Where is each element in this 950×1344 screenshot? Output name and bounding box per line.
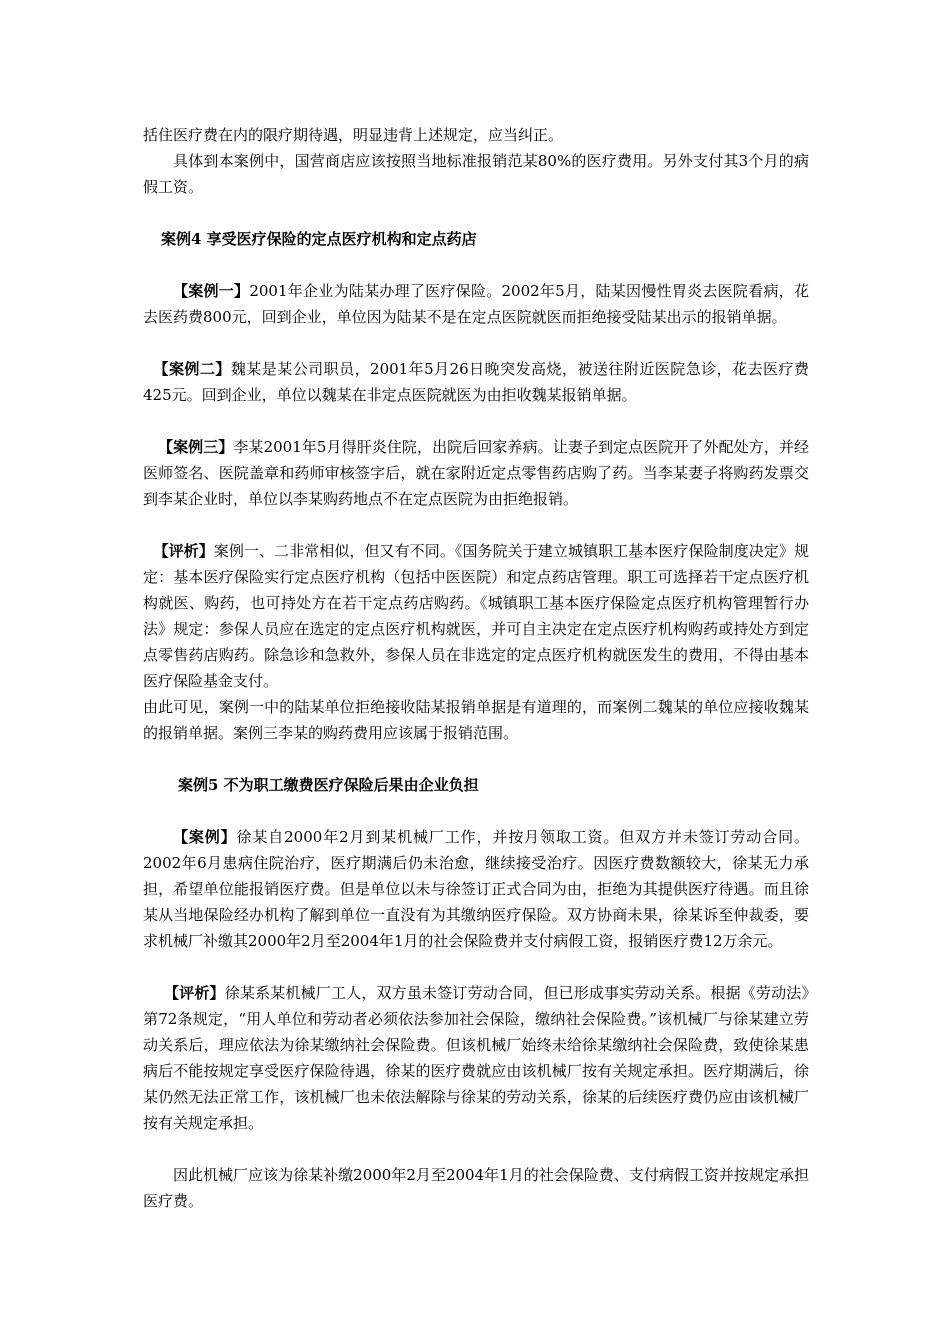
blank-line (143, 798, 809, 824)
paragraph (143, 538, 809, 694)
blank-line (143, 200, 809, 226)
paragraph (143, 694, 809, 746)
blank-line (143, 330, 809, 356)
paragraph (143, 278, 809, 330)
paragraph-lead: 【评析】 (153, 542, 214, 560)
blank-line (143, 954, 809, 980)
paragraph-text: 李某2001年5月得肝炎住院，出院后回家养病。让妻子到定点医院开了外配处方，并经医师签名、医院盖章和药师审核签字后，就在家附近定点零售药店购了药。当李某妻子将购药发票交到李某企业时，单位以李某购药地点不在定点医院为由拒绝报销。 (143, 438, 809, 508)
paragraph-lead: 【评析】 (164, 984, 225, 1002)
paragraph-text: 案例一、二非常相似，但又有不同。《国务院关于建立城镇职工基本医疗保险制度决定》规定：基本医疗保险实行定点医疗机构（包括中医医院）和定点药店管理。职工可选择若干定点医疗机构就医、购药，也可持处方在若干定点药店购药。《城镇职工基本医疗保险定点医疗机构管理暂行办法》规定：参保人员应在选定的定点医疗机构就医，并可自主决定在定点医疗机构购药或持处方到定点零售药店购药。除急诊和急救外，参保人员在非选定的定点医疗机构就医发生的费用，不得由基本医疗保险基金支付。 (143, 542, 809, 690)
blank-line (143, 1136, 809, 1162)
paragraph-text: 魏某是某公司职员，2001年5月26日晚突发高烧，被送往附近医院急诊，花去医疗费425元。回到企业，单位以魏某在非定点医院就医为由拒收魏某报销单据。 (143, 360, 809, 404)
section-heading: 案例4 享受医疗保险的定点医疗机构和定点药店 (161, 230, 477, 248)
document-page (143, 122, 809, 1214)
blank-line (143, 512, 809, 538)
paragraph (143, 1162, 809, 1214)
paragraph-text: 具体到本案例中，国营商店应该按照当地标准报销范某80%的医疗费用。另外支付其3个月的病假工资。 (143, 152, 809, 196)
paragraph-text: 由此可见，案例一中的陆某单位拒绝接收陆某报销单据是有道理的，而案例二魏某的单位应接收魏某的报销单据。案例三李某的购药费用应该属于报销范围。 (143, 698, 809, 742)
paragraph-lead: 【案例二】 (153, 360, 231, 378)
blank-line (143, 252, 809, 278)
paragraph-lead: 【案例三】 (158, 438, 234, 456)
paragraph (143, 980, 809, 1136)
paragraph-lead: 【案例】 (173, 828, 237, 846)
paragraph (143, 122, 809, 148)
paragraph (143, 434, 809, 512)
paragraph-text: 因此机械厂应该为徐某补缴2000年2月至2004年1月的社会保险费、支付病假工资并按规定承担医疗费。 (143, 1166, 809, 1210)
blank-line (143, 746, 809, 772)
blank-line (143, 408, 809, 434)
paragraph-text: 徐某自2000年2月到某机械厂工作，并按月领取工资。但双方并未签订劳动合同。2002年6月患病住院治疗，医疗期满后仍未治愈，继续接受治疗。因医疗费数额较大，徐某无力承担，希望单位能报销医疗费。但是单位以未与徐签订正式合同为由，拒绝为其提供医疗待遇。而且徐某从当地保险经办机构了解到单位一直没有为其缴纳医疗保险。双方协商未果，徐某诉至仲裁委，要求机械厂补缴其2000年2月至2004年1月的社会保险费并支付病假工资，报销医疗费12万余元。 (143, 828, 809, 950)
paragraph-text: 括住医疗费在内的限疗期待遇，明显违背上述规定，应当纠正。 (143, 126, 564, 144)
paragraph-text: 徐某系某机械厂工人，双方虽未签订劳动合同，但已形成事实劳动关系。根据《劳动法》第72条规定，“用人单位和劳动者必须依法参加社会保险，缴纳社会保险费。”该机械厂与徐某建立劳动关系后，理应依法为徐某缴纳社会保险费。但该机械厂始终未给徐某缴纳社会保险费，致使徐某患病后不能按规定享受医疗保险待遇，徐某的医疗费就应由该机械厂按有关规定承担。医疗期满后，徐某仍然无法正常工作，该机械厂也未依法解除与徐某的劳动关系，徐某的后续医疗费仍应由该机械厂按有关规定承担。 (143, 984, 809, 1132)
paragraph-text: 2001年企业为陆某办理了医疗保险。2002年5月，陆某因慢性胃炎去医院看病，花去医药费800元，回到企业，单位因为陆某不是在定点医院就医而拒绝接受陆某出示的报销单据。 (143, 282, 809, 326)
paragraph (143, 148, 809, 200)
paragraph-lead: 【案例一】 (173, 282, 250, 300)
paragraph (143, 824, 809, 954)
section-heading: 案例5 不为职工缴费医疗保险后果由企业负担 (178, 776, 479, 794)
paragraph (143, 356, 809, 408)
